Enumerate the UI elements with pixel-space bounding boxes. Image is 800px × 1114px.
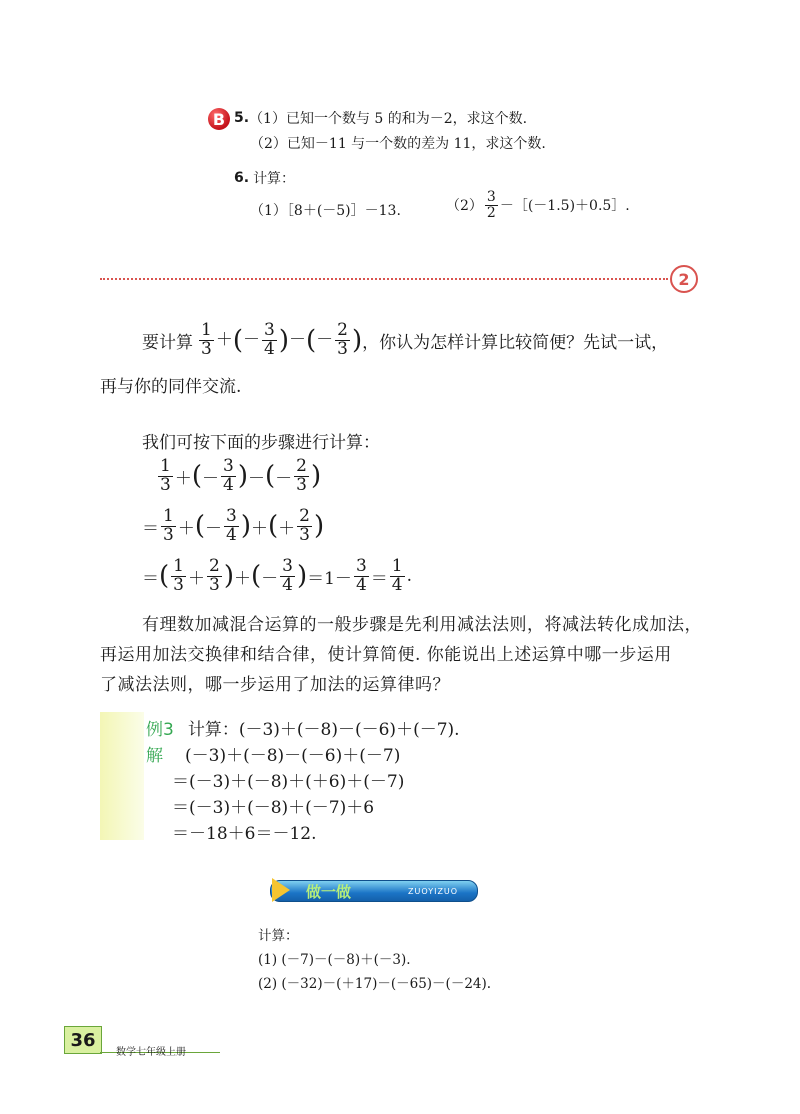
exercise-5-part-2: （2）已知－11 与一个数的差为 11，求这个数. — [250, 136, 546, 152]
solution-label: 解 — [146, 746, 163, 766]
example-question: 例3 计算：(－3)＋(－8)－(－6)＋(－7). — [146, 715, 460, 740]
solution-line-1: 解 (－3)＋(－8)－(－6)＋(－7) — [146, 741, 400, 766]
step-line-3: ＝ ( $\frac{1}{3}$ ＋ $\frac{2}{3}$ ) ＋ ( － $\frac{3}{4}$ ) ＝1－ $\frac{3}{4}$ ＝ $\frac{1}{4}$ . — [142, 556, 412, 595]
exercise-6-heading — [234, 168, 295, 188]
solution-line-3: ＝(－3)＋(－8)＋(－7)＋6 — [172, 798, 375, 818]
step-line-2: ＝ $\frac{1}{3}$ ＋ ( － $\frac{3}{4}$ ) ＋ ( ＋ $\frac{2}{3}$ ) — [142, 506, 325, 545]
exercise-6-part-2: （2） $\frac{3}{2}$ －［(－1.5)＋0.5］. — [446, 189, 630, 221]
play-triangle-icon — [272, 878, 290, 902]
page-number: 36 — [64, 1026, 102, 1054]
b-level-badge: B — [208, 108, 230, 130]
explain-line-1: 有理数加减混合运算的一般步骤是先利用减法法则，将减法转化成加法， — [142, 615, 702, 635]
try-it-title: 做一做 — [306, 883, 352, 901]
try-it-label: 计算： — [258, 928, 299, 944]
book-title: 数学七年级上册 — [116, 1047, 186, 1058]
solution-line-4: ＝－18＋6＝－12. — [172, 824, 317, 844]
example-label: 例3 — [146, 720, 174, 740]
step-line-1: $\frac{1}{3}$ ＋ ( － $\frac{3}{4}$ ) － ( － $\frac{2}{3}$ ) — [160, 456, 322, 495]
solution-line-2: ＝(－3)＋(－8)＋(＋6)＋(－7) — [172, 772, 405, 792]
try-it-part-1: (1) (－7)－(－8)＋(－3). — [258, 952, 411, 968]
intro-line-2: 再与你的同伴交流. — [100, 377, 242, 397]
example-band — [100, 712, 144, 840]
try-it-part-2: (2) (－32)－(＋17)－(－65)－(－24). — [258, 976, 492, 992]
section-number-badge: 2 — [670, 265, 698, 293]
explain-line-2: 再运用加法交换律和结合律，使计算简便. 你能说出上述运算中哪一步运用 — [100, 645, 672, 665]
exercise-6-part-1: （1）［8＋(－5)］－13. — [250, 203, 401, 219]
exercise-6-number: 6. — [234, 170, 250, 186]
exercise-5-part-1 — [234, 108, 527, 128]
try-it-subtitle: ZUOYIZUO — [408, 887, 459, 896]
section-divider — [100, 278, 668, 280]
fraction-3-2: $\frac{3}{2}$ — [486, 189, 496, 221]
steps-lead: 我们可按下面的步骤进行计算： — [142, 433, 380, 453]
exercise-5-number: 5. — [234, 110, 250, 126]
explain-line-3: 了减法法则，哪一步运用了加法的运算律吗？ — [100, 675, 450, 695]
intro-line-1: 要计算 $\frac{1}{3}$ ＋(－ $\frac{3}{4}$ )－(－ $\frac{2}{3}$ ) ，你认为怎样计算比较简便？先试一试， — [142, 320, 669, 359]
exercise-5-text-1: （1）已知一个数与 5 的和为－2，求这个数. — [249, 111, 528, 127]
exercise-6-label: 计算： — [253, 171, 296, 187]
